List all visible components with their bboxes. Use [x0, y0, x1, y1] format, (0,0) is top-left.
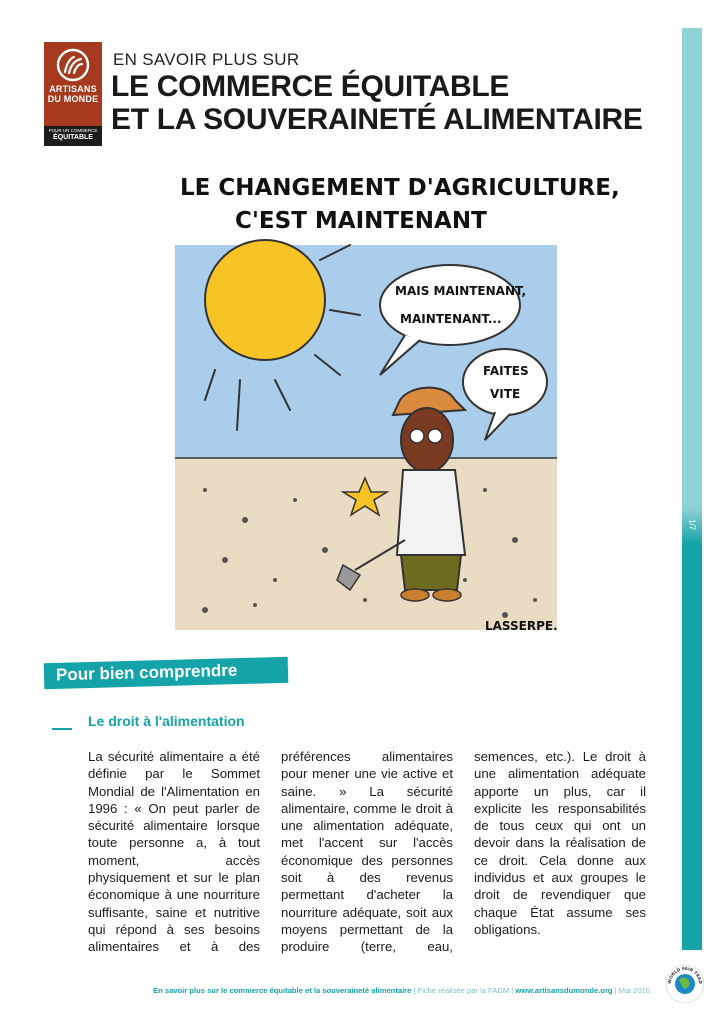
- page-number: 1/7: [687, 518, 697, 531]
- artisans-du-monde-logo: [44, 42, 102, 146]
- logo-sub-band: [44, 126, 102, 146]
- bubble1-line2: MAINTENANT...: [400, 312, 502, 326]
- subheading-dash: [52, 728, 72, 730]
- footer-website[interactable]: www.artisansdumonde.org: [515, 986, 613, 995]
- page-title: [111, 70, 643, 136]
- title-line1: LE COMMERCE ÉQUITABLE: [111, 70, 510, 103]
- section-title: Pour bien comprendre: [55, 660, 238, 685]
- speech-bubble-2: [463, 349, 547, 415]
- bubble2-line2: VITE: [490, 387, 521, 401]
- subheading: Le droit à l'alimentation: [88, 713, 245, 729]
- bubble1-line1: MAIS MAINTENANT,: [395, 284, 527, 298]
- logo-brand-line1: ARTISANS: [49, 84, 97, 94]
- sun: [205, 240, 325, 360]
- cartoon-illustration: [165, 160, 620, 635]
- footer-sep1: |: [411, 986, 418, 995]
- body-text: La sécurité alimentaire a été définie par le Sommet Mondial de l'Alimentation en 1996 : « On peut parler de sécurité alimentaire lorsque toute personne a, à tout moment, accès physiquement et sur le plan économique à une nourriture suffisante, saine et nutritive qui répond à ses besoins alimentaires et à des préférences alimentaires pour mener une vie active et saine. » La sécurité alimentaire, comme le droit à une alimentation adéquate, met l'accent sur l'accès économique des personnes soit à des revenus permettant d'acheter la nourriture adéquate, soit aux moyens permettant de la produire (terre, eau, semences, etc.). Le droit à une alimentation adéquate apporte un plus, car il explicite les responsabilités de tous ceux qui ont un devoir dans la réalisation de ce droit. Cela donne aux individus et aux groupes le droit de revendiquer que chaque État assume ses obligations.: [88, 749, 646, 955]
- logo-sub-line2: ÉQUITABLE: [53, 134, 93, 141]
- logo-brand-line2: DU MONDE: [47, 94, 99, 104]
- footer: [0, 986, 650, 995]
- footer-credit: Fiche réalisée par la FADM: [417, 986, 510, 995]
- cartoon-signature: LASSERPE.: [485, 619, 558, 633]
- footer-sep2: |: [509, 986, 516, 995]
- bubble2-line1: FAITES: [483, 364, 529, 378]
- header-kicker: EN SAVOIR PLUS SUR: [113, 50, 300, 69]
- wfto-badge-icon: [665, 964, 705, 1004]
- side-color-bar: [682, 28, 702, 950]
- speech-bubble-1: [380, 265, 520, 345]
- footer-title: En savoir plus sur le commerce équitable et la souveraineté alimentaire: [153, 986, 412, 995]
- cartoon-caption-line2: C'EST MAINTENANT: [235, 208, 487, 234]
- title-line2: ET LA SOUVERAINETÉ ALIMENTAIRE: [111, 103, 643, 136]
- logo-sub-line1: POUR UN COMMERCE: [48, 128, 98, 133]
- footer-sep3: |: [612, 986, 619, 995]
- cartoon-caption-line1: LE CHANGEMENT D'AGRICULTURE,: [180, 175, 620, 201]
- footer-date: Mai 2016: [618, 986, 650, 995]
- wfto-badge-text: WORLD FAIR TRAD: [666, 965, 704, 985]
- logo-emblem-icon: [56, 48, 90, 82]
